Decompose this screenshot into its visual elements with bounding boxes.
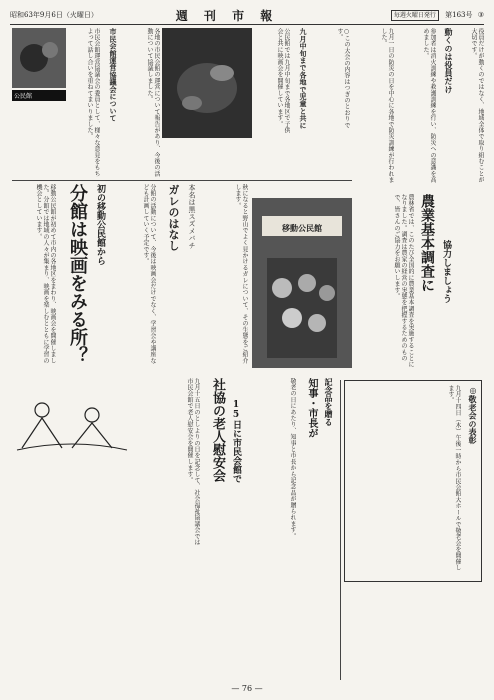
- top-center-col-a: 公民館では九月中旬まで各地区で子供会と共に映画会を開催しています。: [276, 28, 290, 134]
- masthead: [10, 6, 484, 24]
- issue-number: 第163号: [445, 11, 473, 19]
- plant-title: ガレのはなし: [167, 184, 180, 252]
- header-rule: [10, 24, 484, 25]
- right-col-c: 役員だけが動くのではなく、地域全体で取り組むことが大切です。: [470, 28, 484, 183]
- page-number: ③: [477, 11, 484, 19]
- photo-sign-text: 移動公民館: [282, 223, 322, 233]
- photo-image: [12, 28, 66, 88]
- top-center-col-b: ○この大会の内容はつぎのとおりです。: [336, 28, 350, 129]
- top-center-title: 九月中旬まで各地で児童と共に: [299, 28, 308, 129]
- top-left-photo: [12, 28, 66, 88]
- main-body-a: 移動公民館が初めて市内の各地区をまわり、映画会を開催しました。分館では地域の人々が集まり、映画を楽しむとともに学習の機会としています。: [35, 184, 56, 364]
- issue-info: [334, 10, 484, 20]
- main-subheadline: 初の移動公民館から: [95, 184, 105, 265]
- right-col-a: 九月一日の防災の日を中心に各地で防災訓練が行われました。: [380, 28, 394, 183]
- notice-title: ◎敬老会の表彰: [468, 385, 478, 445]
- center-photo: [162, 28, 252, 138]
- agri-subheadline: 協力しましょう: [441, 240, 451, 303]
- section-divider: [12, 180, 352, 181]
- shop-subheadline: 記念品を贈る: [324, 378, 334, 426]
- elderly-subheadline: 15日に市民会館で: [231, 400, 241, 483]
- shop-headline: 知事・市長が: [306, 378, 317, 438]
- main-headline: 分館は映画をみる所？: [67, 184, 88, 364]
- issue-box: 毎週火曜日発行: [391, 10, 439, 21]
- cartoon: [12, 378, 132, 458]
- photo-label: 公民館: [12, 90, 66, 101]
- top-left-subhead: 市民会館運営協議会について: [109, 28, 118, 122]
- notice-body: 九月十四日（木）午後一時から市民会館大ホールで敬老会を開催します。: [447, 385, 461, 571]
- right-subhead: 動くのは役員だけ: [444, 28, 454, 94]
- plant-subtitle: 本名は黒スズメバチ: [188, 184, 196, 249]
- top-left-col-a: 市民会館運営協議会の委員として、様々な意見をもちよって話し合いを重ねてまいりました。: [86, 28, 100, 177]
- right-col-b: 参加者は消火訓練や救護訓練を行い、防災への意識を高めました。: [422, 28, 436, 183]
- page-footer: — 76 —: [231, 684, 263, 693]
- main-body-b: 分館の活動について、今後は映画会だけでなく、学習会や講座なども計画していく予定です。: [142, 184, 156, 364]
- notice-box: [344, 380, 482, 582]
- column-rule: [340, 380, 341, 680]
- elderly-body: 九月十五日のとしよりの日を記念して、社会福祉協議会では市民会館で老人慰安会を開催します。: [186, 378, 200, 546]
- plant-body: 秋になると野山でよく見かけるガレについて、その生態をご紹介します。: [234, 184, 248, 364]
- top-left-col-b: 各地の市民会館の運営について報告があり、今後の活動について協議しました。: [146, 28, 160, 177]
- paper-title: 週 刊 市 報: [175, 8, 279, 23]
- elderly-headline: 社協の老人慰安会: [210, 378, 225, 482]
- shop-body: 敬老の日にあたり、知事と市長から記念品が贈られます。: [289, 378, 296, 540]
- photo-image: [162, 28, 252, 138]
- agri-headline: 農業基本調査に: [419, 194, 435, 292]
- issue-date: 昭和63年9月6日（火曜日）: [10, 11, 98, 19]
- cartoon-image: [12, 378, 132, 458]
- agri-body: 農林省では、このたび全国的に農業基本調査を実施することになりました。調査は農家の経営の実態を把握するためのもので、皆さんのご協力をお願いします。: [393, 194, 414, 368]
